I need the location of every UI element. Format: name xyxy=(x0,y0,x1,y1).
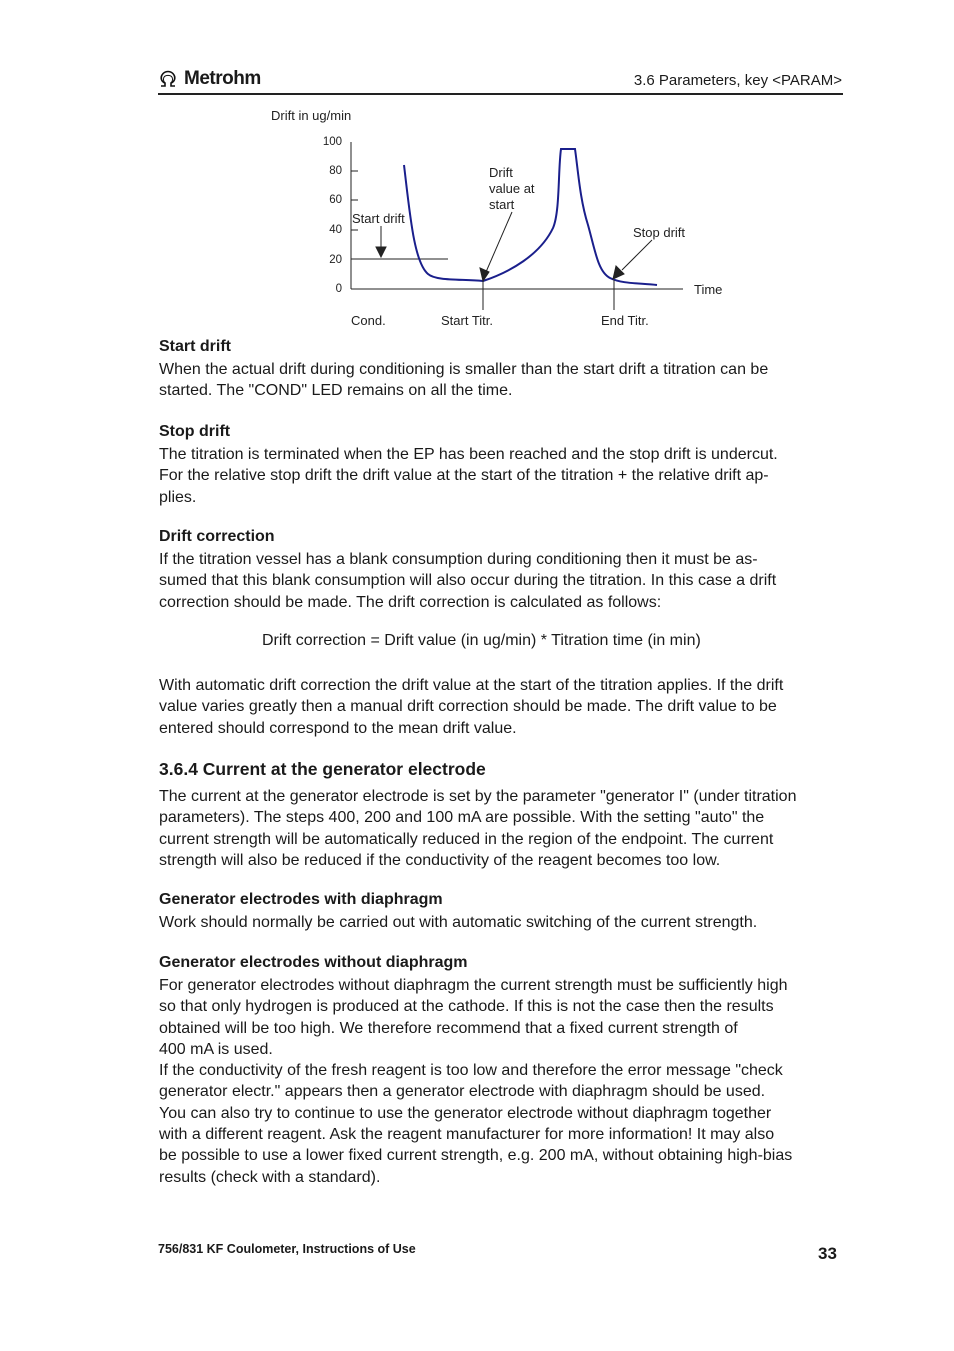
drift-correction-after-paragraph xyxy=(159,675,849,739)
brand-name: Metrohm xyxy=(184,68,261,89)
text-line: Work should normally be carried out with automatic switching of the current strength. xyxy=(159,914,758,931)
with-diaphragm-paragraph xyxy=(159,912,849,933)
text-line: with a different reagent. Ask the reagent manufacturer for more information! It may also xyxy=(159,1126,775,1144)
text-line: When the actual drift during conditioning is smaller than the start drift a titration can be xyxy=(159,361,769,378)
y-axis-title: Drift in ug/min xyxy=(271,108,352,123)
end-titr-marker-label: End Titr. xyxy=(601,313,649,328)
text-line: current strength will be automatically reduced in the region of the endpoint. The current xyxy=(159,830,774,848)
drift-diagram xyxy=(0,0,954,340)
start-drift-arrow xyxy=(376,226,386,257)
drift-curve xyxy=(404,149,657,285)
drift-correction-paragraph xyxy=(159,549,849,613)
without-diaphragm-paragraph xyxy=(159,975,849,1188)
text-line: If the titration vessel has a blank consumption during conditioning then it must be as- xyxy=(159,551,758,568)
text-line: 400 mA is used. xyxy=(159,1040,273,1058)
text-line: sumed that this blank consumption will also occur during the titration. In this case a drift xyxy=(159,572,777,590)
text-line: The current at the generator electrode is set by the parameter "generator I" (under titration xyxy=(159,788,797,805)
drift-correction-formula: Drift correction = Drift value (in ug/min) * Titration time (in min) xyxy=(262,632,701,649)
without-diaphragm-heading: Generator electrodes without diaphragm xyxy=(159,954,468,971)
text-line: For generator electrodes without diaphragm the current strength must be sufficiently high xyxy=(159,977,788,994)
with-diaphragm-heading: Generator electrodes with diaphragm xyxy=(159,891,443,908)
text-line: With automatic drift correction the drift value at the start of the titration applies. If the drift xyxy=(159,677,784,694)
text-line: be possible to use a lower fixed current strength, e.g. 200 mA, without obtaining high-bias xyxy=(159,1147,793,1165)
text-line: obtained will be too high. We therefore recommend that a fixed current strength of xyxy=(159,1019,738,1037)
start-titr-marker-label: Start Titr. xyxy=(441,313,494,328)
drift-correction-heading: Drift correction xyxy=(159,528,275,545)
drift-value-label-line: start xyxy=(489,197,515,212)
text-line: generator electr." appears then a generator electrode with diaphragm should be used. xyxy=(159,1083,766,1101)
text-line: correction should be made. The drift correction is calculated as follows: xyxy=(159,593,662,611)
stop-drift-heading: Stop drift xyxy=(159,423,231,440)
section-reference: 3.6 Parameters, key <PARAM> xyxy=(633,72,842,89)
text-line: entered should correspond to the mean drift value. xyxy=(159,719,517,737)
y-tick-label: 60 xyxy=(329,194,342,206)
start-drift-heading: Start drift xyxy=(159,338,231,355)
y-tick-labels xyxy=(323,136,342,295)
footer-title: 756/831 KF Coulometer, Instructions of Use xyxy=(158,1242,416,1256)
section-heading: 3.6.4 Current at the generator electrode xyxy=(159,759,486,779)
x-axis-title: Time xyxy=(694,282,723,297)
start-drift-paragraph xyxy=(159,359,849,402)
text-line: so that only hydrogen is produced at the cathode. If this is not the case then the results xyxy=(159,998,774,1016)
y-tick-label: 80 xyxy=(329,165,342,177)
stop-drift-label: Stop drift xyxy=(633,225,686,240)
text-line: results (check with a standard). xyxy=(159,1168,381,1186)
drift-value-label-line: value at xyxy=(489,181,535,196)
text-line: value varies greatly then a manual drift correction should be made. The drift value to be xyxy=(159,698,777,716)
stop-drift-paragraph xyxy=(159,444,849,508)
text-line: You can also try to continue to use the generator electrode without diaphragm together xyxy=(159,1104,772,1122)
section-364-paragraph xyxy=(159,786,849,871)
text-line: If the conductivity of the fresh reagent is too low and therefore the error message "check xyxy=(159,1062,783,1080)
text-line: plies. xyxy=(159,488,197,506)
y-tick-label: 40 xyxy=(329,224,342,236)
y-tick-label: 20 xyxy=(329,254,342,266)
text-line: started. The "COND" LED remains on all the time. xyxy=(159,382,513,400)
text-line: For the relative stop drift the drift value at the start of the titration + the relative drift ap- xyxy=(159,467,769,485)
text-line: The titration is terminated when the EP has been reached and the stop drift is undercut. xyxy=(159,446,778,463)
cond-marker-label: Cond. xyxy=(351,313,386,328)
text-line: strength will also be reduced if the conductivity of the reagent becomes too low. xyxy=(159,851,721,869)
y-tick-label: 0 xyxy=(335,283,342,295)
y-tick-label: 100 xyxy=(322,136,342,148)
page-number: 33 xyxy=(818,1244,837,1263)
drift-value-label-line: Drift xyxy=(489,165,513,180)
text-line: parameters). The steps 400, 200 and 100 mA are possible. With the setting "auto" the xyxy=(159,809,765,827)
start-drift-label: Start drift xyxy=(352,211,405,226)
stop-drift-arrow xyxy=(613,240,652,279)
